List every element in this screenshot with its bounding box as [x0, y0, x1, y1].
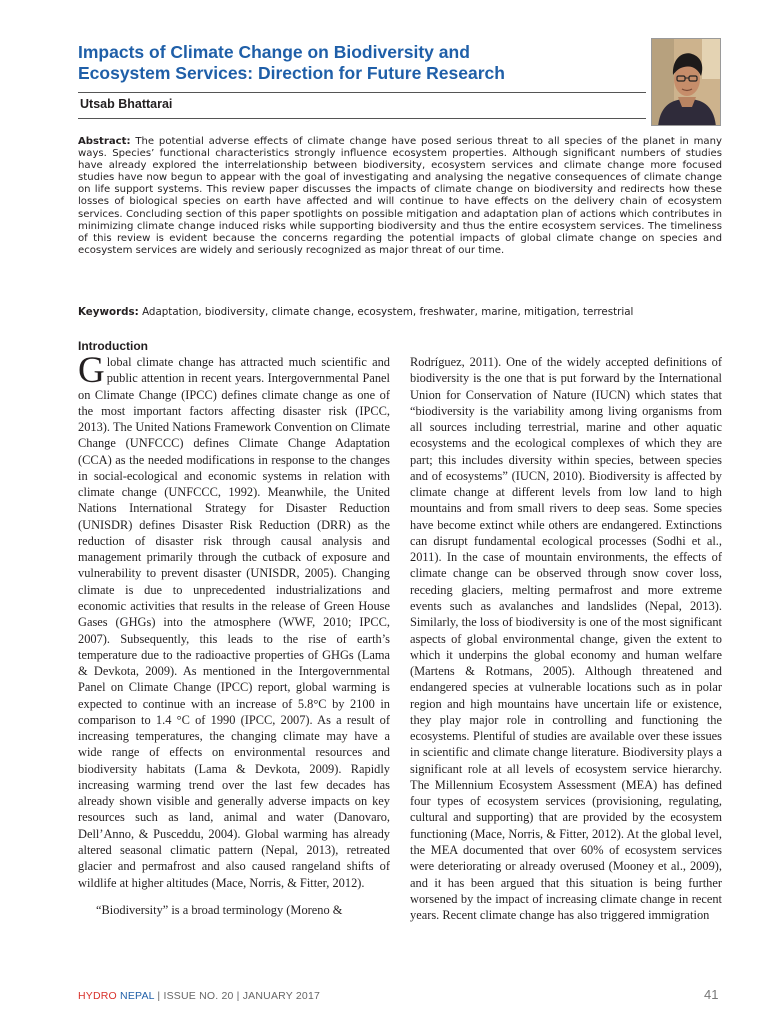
author-divider: [78, 118, 646, 119]
section-heading-introduction: Introduction: [78, 339, 148, 353]
footer-hydro: HYDRO: [78, 990, 117, 1002]
running-footer: [78, 990, 320, 1002]
footer-nepal: NEPAL: [120, 990, 155, 1002]
title-line-2: Ecosystem Services: Direction for Future Research: [78, 63, 505, 83]
author-portrait-icon: [652, 39, 721, 126]
intro-paragraph-1-text: lobal climate change has attracted much scientific and public attention in recent years. Intergovernmental Panel on Climate Change (IPCC) defines climate change as one of the most important factors affecting disaster risk (IPCC, 2013). The United Nations Framework Convention on Climate Change (UNFCCC) defines Climate Change Adaptation (CCA) as the needed modifications in response to the changes in social-ecological and economic systems in relation with climate change (UNFCCC, 1992). Meanwhile, the United Nations International Strategy for Disaster Reduction (UNISDR) defines Disaster Risk Reduction (DRR) as the reduction of disaster risk through causal analysis and management primarily through the cutback of exposure and vulnerability to prevent disaster (UNISDR, 2005). Changing climate is due to unprecedented industrializations and economic activities that results in the release of Green House Gases (GHGs) into the atmosphere (WWF, 2010; IPCC, 2007). Subsequently, this leads to the rise of earth’s temperature due to the radioactive properties of GHGs (Lama & Devkota, 2009). As mentioned in the Intergovernmental Panel on Climate Change (IPCC) report, global warming is expected to continue with an increase of 5.8°C by 2100 in comparison to 1.4 °C of 1990 (IPCC, 2007). As a result of increasing temperatures, the changing climate may have a wide range of effects on environmental resources and biodiversity habitats (Lama & Devkota, 2009). Rapidly increasing warming trend over the last few decades has already shown visible and generally adverse impacts on key resources such as land, animal and water (Danovaro, Dell’Anno, & Pusceddu, 2004). Global warming has already altered seasonal climatic pattern (Nepal, 2013), retreated glacier and permafrost and also caused rangeland shifts of wildlife at higher altitudes (Mace, Norris, & Fitter, 2012).: [78, 355, 390, 890]
body-column-left: [78, 350, 390, 918]
abstract: [78, 136, 722, 257]
abstract-label: Abstract:: [78, 136, 131, 147]
article-title: [78, 42, 638, 84]
author-name: Utsab Bhattarai: [80, 97, 173, 111]
abstract-text: The potential adverse effects of climate change have posed serious threat to all species of the planet in many ways. Species’ functional characteristics strongly influence ecosystem properties. Although significant numbers of studies have already explored the interrelationship between biodiversity, ecosystem services and climate change more focused studies have now begun to appear with the goal of investigating and analysing the negative consequences of climate change on life support systems. This review paper discusses the impacts of climate change on biodiversity and redirects how these losses of biological species on earth have affected and will continue to have effects on the delivery chain of ecosystem services. Concluding section of this paper spotlights on possible mitigation and adaptation plan of actions which contributes in minimizing climate change induced risks while supporting biodiversity and thus the entire ecosystem services. The timeliness of this review is evident because the concerns regarding the potential impacts of global climate change on species and ecosystem services are widely and seriously recognized as major threat of our time.: [78, 136, 722, 256]
footer-issue: | ISSUE NO. 20 | JANUARY 2017: [154, 990, 321, 1002]
author-photo: [651, 38, 721, 126]
intro-paragraph-2-continued: Rodríguez, 2011). One of the widely accepted definitions of biodiversity is the one that is put forward by the International Union for Conservation of Nature (IUCN) which states that “biodiversity is the variability among living organisms from all sources including terrestrial, marine and other aquatic ecosystems and the ecological complexes of which they are part; this includes diversity within species, between species and of ecosystems” (IUCN, 2010). Biodiversity is affected by climate change at different levels from low land to high mountains and from small rivers to deep seas. Some species have become extinct while others are endangered. Extinctions can disrupt fundamental ecological processes (Sodhi et al., 2011). In the case of mountain environments, the effects of climate change can be observed through snow cover loss, receding glaciers, melting permafrost and more extreme events such as avalanches and landslides (Nepal, 2013). Similarly, the loss of biodiversity is one of the most significant aspects of global environmental change, given the extent to which it underpins the global economy and human welfare (Martens & Rotmans, 2005). Although threatened and endangered species at vulnerable locations such as in polar region and high mountains have uncertain life or existence, they play major role in controlling and functioning the ecosystems. Plentiful of studies are available over these issues in scientific and climate change literature. Biodiversity plays a significant role at all levels of ecosystem service hierarchy. The Millennium Ecosystem Assessment (MEA) has defined four types of ecosystem services (provisioning, regulating, cultural and supporting) that are provided by the ecosystem functioning (Mace, Norris, & Fitter, 2012). At the global level, the MEA documented that over 60% of ecosystem services were deteriorating or already overused (Mooney et al., 2009), and it has been argued that this situation is being further worsened by the impact of increasing climate change in recent years. Recent climate change has also triggered immigration: [410, 355, 722, 923]
body-column-right: [410, 354, 722, 923]
intro-paragraph-2-start: “Biodiversity” is a broad terminology (Moreno &: [96, 902, 343, 917]
drop-cap: G: [78, 350, 105, 391]
page-number: 41: [704, 987, 719, 1002]
keywords-text: Adaptation, biodiversity, climate change, ecosystem, freshwater, marine, mitigation, terrestrial: [142, 306, 634, 318]
keywords: [78, 306, 722, 319]
keywords-label: Keywords:: [78, 306, 139, 318]
title-line-1: Impacts of Climate Change on Biodiversity and: [78, 42, 470, 62]
intro-paragraph-1: [78, 350, 390, 891]
title-divider: [78, 92, 646, 93]
